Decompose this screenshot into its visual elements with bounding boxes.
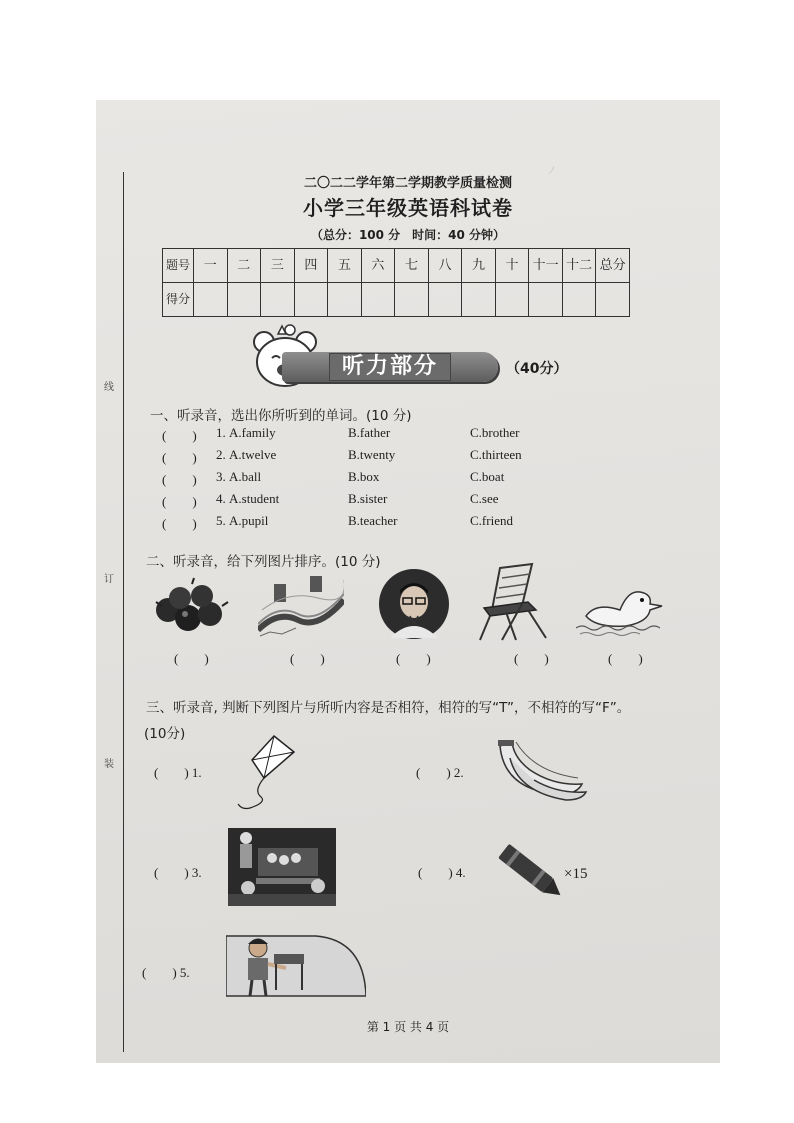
option-a: A.ball: [229, 469, 262, 484]
section3-item-label[interactable]: ( ) 4.: [418, 865, 466, 880]
option-b: B.sister: [348, 491, 388, 506]
answer-paren[interactable]: ( ): [162, 450, 197, 465]
score-col-12: 十二: [562, 249, 596, 283]
score-cell[interactable]: [194, 283, 228, 317]
score-col-9: 九: [462, 249, 496, 283]
score-col-8: 八: [428, 249, 462, 283]
boy-with-glasses-image: [378, 568, 450, 640]
duck-image: [576, 580, 668, 636]
score-cell[interactable]: [462, 283, 496, 317]
question-number: 1.: [216, 425, 226, 440]
chestnuts-image: [152, 576, 232, 636]
score-table: [162, 248, 630, 317]
score-cell[interactable]: [395, 283, 429, 317]
section3-points: (10分): [144, 726, 186, 742]
score-cell[interactable]: [261, 283, 295, 317]
score-cell[interactable]: [227, 283, 261, 317]
binding-char-bind: 装: [104, 759, 114, 770]
question-number: 3.: [216, 469, 226, 484]
section1-title: 一、听录音，选出你所听到的单词。(10 分): [150, 408, 412, 424]
answer-paren[interactable]: ( ): [396, 651, 431, 666]
page-title: 小学三年级英语科试卷: [303, 196, 513, 220]
score-col-5: 五: [328, 249, 362, 283]
crayon-count: ×15: [564, 866, 588, 882]
score-col-4: 四: [294, 249, 328, 283]
chair-image: [476, 562, 554, 642]
answer-paren[interactable]: ( ): [514, 651, 549, 666]
score-cell-total[interactable]: [596, 283, 630, 317]
kite-image: [234, 734, 296, 812]
section3-item-label[interactable]: ( ) 1.: [154, 765, 202, 780]
listening-points: （40分）: [506, 361, 568, 377]
bananas-image: [494, 738, 588, 808]
option-c: C.boat: [470, 469, 505, 484]
binding-char-line: 线: [104, 382, 114, 393]
score-col-3: 三: [261, 249, 295, 283]
option-c: C.friend: [470, 513, 513, 528]
option-a: A.twelve: [229, 447, 277, 462]
option-a: A.pupil: [229, 513, 269, 528]
answer-paren[interactable]: ( ): [162, 494, 197, 509]
answer-paren[interactable]: ( ): [162, 516, 197, 531]
score-cell[interactable]: [428, 283, 462, 317]
option-c: C.see: [470, 491, 499, 506]
score-col-2: 二: [227, 249, 261, 283]
score-col-6: 六: [361, 249, 395, 283]
option-b: B.father: [348, 425, 391, 440]
score-col-7: 七: [395, 249, 429, 283]
option-a: A.family: [229, 425, 276, 440]
option-b: B.teacher: [348, 513, 398, 528]
section2-title: 二、听录音，给下列图片排序。(10 分): [146, 554, 381, 570]
score-table-score-label: 得分: [163, 283, 194, 317]
score-cell[interactable]: [529, 283, 563, 317]
listening-banner: [282, 352, 498, 382]
exam-paper: [96, 100, 720, 1063]
boy-at-desk-image: [226, 934, 366, 998]
section3-item-label[interactable]: ( ) 5.: [142, 965, 190, 980]
answer-paren[interactable]: ( ): [162, 428, 197, 443]
score-cell[interactable]: [328, 283, 362, 317]
binding-line: [123, 172, 124, 1052]
listening-banner-text: 听力部分: [329, 353, 451, 381]
option-c: C.thirteen: [470, 447, 522, 462]
answer-paren[interactable]: ( ): [174, 651, 209, 666]
question-number: 2.: [216, 447, 226, 462]
exam-info: （总分：100 分 时间：40 分钟）: [310, 228, 506, 242]
binding-char-staple: 订: [104, 574, 114, 585]
score-col-11: 十一: [529, 249, 563, 283]
family-watching-tv-image: [228, 828, 336, 906]
section3-item-label[interactable]: ( ) 2.: [416, 765, 464, 780]
answer-paren[interactable]: ( ): [162, 472, 197, 487]
answer-paren[interactable]: ( ): [608, 651, 643, 666]
option-c: C.brother: [470, 425, 520, 440]
score-cell[interactable]: [361, 283, 395, 317]
exam-year: 二〇二二学年第二学期教学质量检测: [303, 176, 512, 191]
crayon-image: [492, 840, 572, 906]
question-number: 5.: [216, 513, 226, 528]
option-b: B.twenty: [348, 447, 396, 462]
score-col-10: 十: [495, 249, 529, 283]
bleed-through: ノ: [546, 165, 557, 177]
section3-item-label[interactable]: ( ) 3.: [154, 865, 202, 880]
option-b: B.box: [348, 469, 380, 484]
score-col-1: 一: [194, 249, 228, 283]
score-cell[interactable]: [495, 283, 529, 317]
score-col-total: 总分: [596, 249, 630, 283]
option-a: A.student: [229, 491, 280, 506]
question-number: 4.: [216, 491, 226, 506]
answer-paren[interactable]: ( ): [290, 651, 325, 666]
score-cell[interactable]: [294, 283, 328, 317]
section3-title: 三、听录音, 判断下列图片与所听内容是否相符，相符的写“T”，不相符的写“F”。: [146, 700, 631, 716]
score-table-header-label: 题号: [163, 249, 194, 283]
great-wall-image: [258, 570, 344, 640]
page-footer: 第 1 页 共 4 页: [366, 1020, 450, 1034]
score-cell[interactable]: [562, 283, 596, 317]
